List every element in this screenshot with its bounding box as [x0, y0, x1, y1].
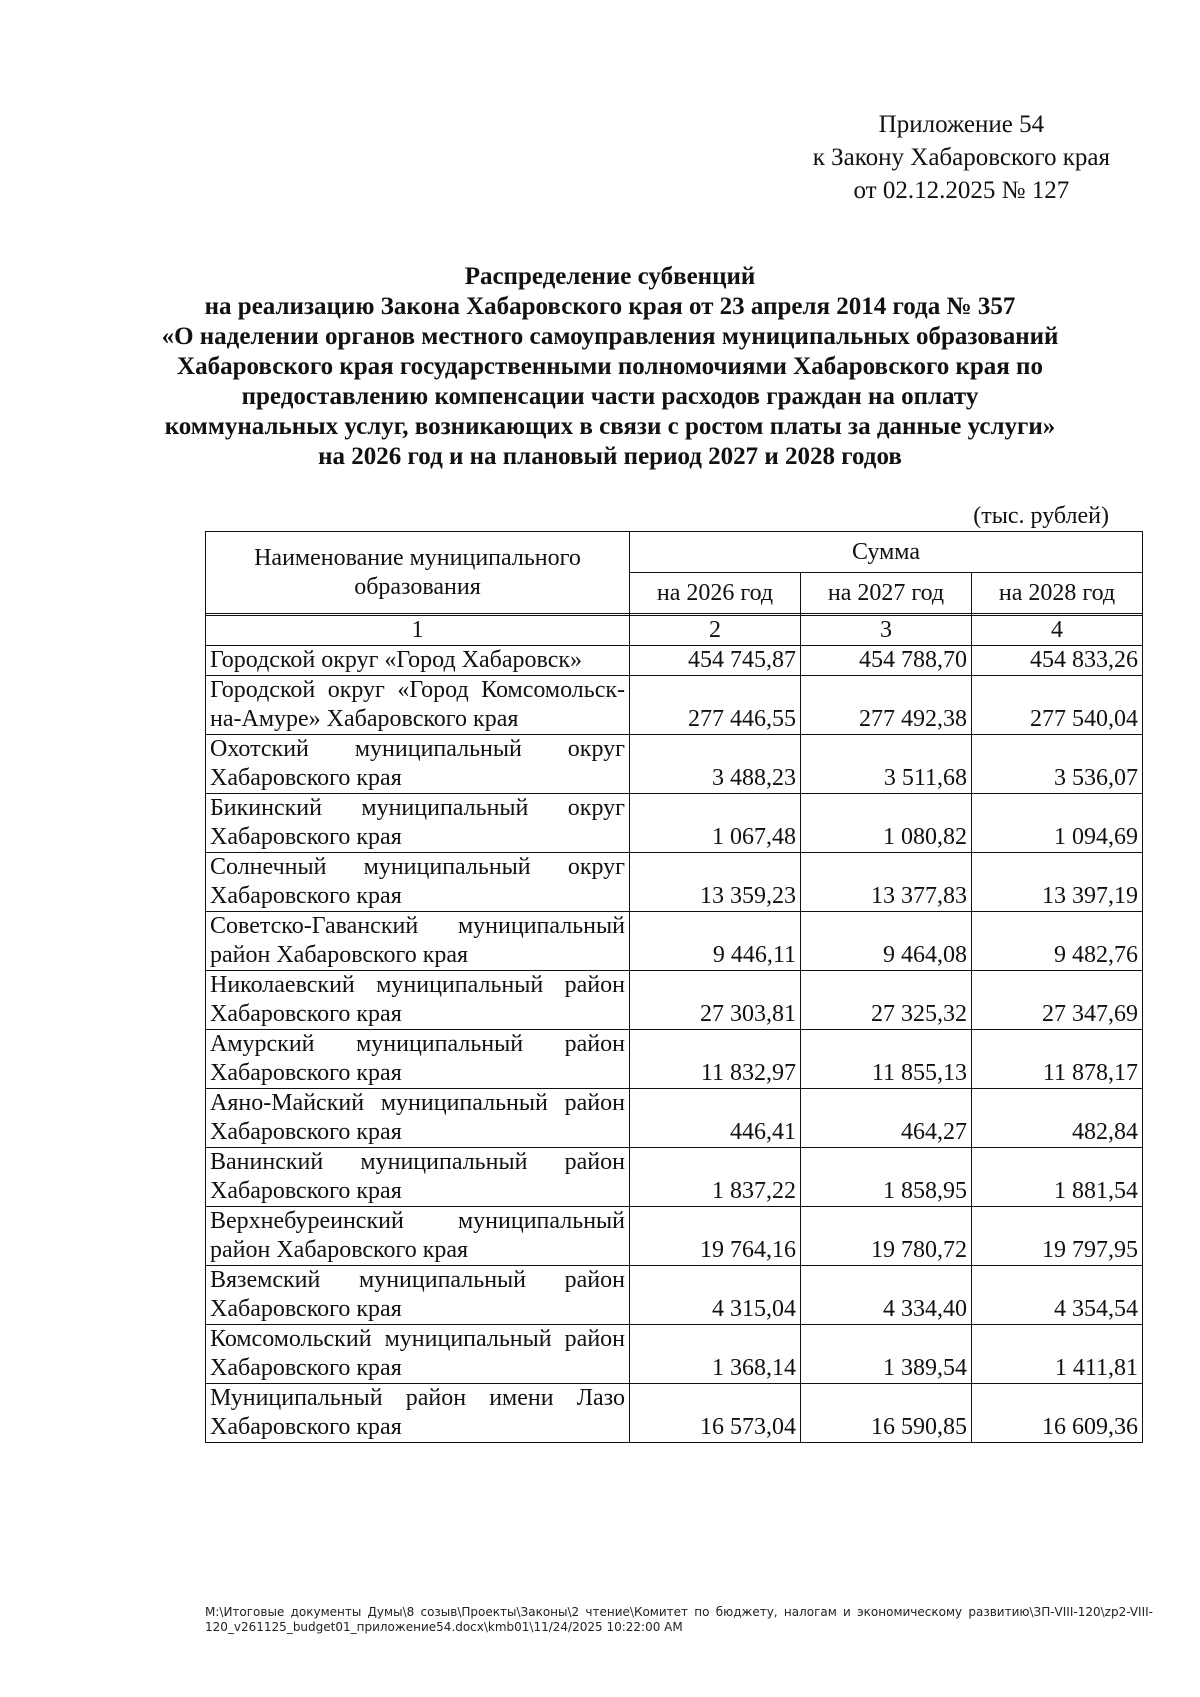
municipality-name: Вяземский муниципальный район Хабаровского края: [206, 1266, 630, 1325]
table-row: [206, 646, 1143, 676]
header-sum: Сумма: [630, 532, 1143, 573]
amount-2026: 4 315,04: [630, 1266, 801, 1325]
amount-2026: 13 359,23: [630, 853, 801, 912]
amount-2028: 16 609,36: [972, 1384, 1143, 1443]
amount-2027: 464,27: [801, 1089, 972, 1148]
municipality-name: Солнечный муниципальный округ Хабаровского края: [206, 853, 630, 912]
amount-2026: 27 303,81: [630, 971, 801, 1030]
table-row: [206, 1089, 1143, 1148]
title-line-7: на 2026 год и на плановый период 2027 и 2028 годов: [318, 443, 902, 470]
column-number: 1: [206, 616, 630, 646]
amount-2028: 19 797,95: [972, 1207, 1143, 1266]
amount-2026: 277 446,55: [630, 676, 801, 735]
municipality-name: Верхнебуреинский муниципальный район Хабаровского края: [206, 1207, 630, 1266]
subvention-table: [205, 531, 1143, 1443]
column-number-row: [206, 616, 1143, 646]
appendix-number: Приложение 54: [878, 111, 1045, 138]
municipality-name: Советско-Гаванский муниципальный район Хабаровского края: [206, 912, 630, 971]
municipality-name: Комсомольский муниципальный район Хабаровского края: [206, 1325, 630, 1384]
amount-2028: 13 397,19: [972, 853, 1143, 912]
table-row: [206, 1384, 1143, 1443]
header-year-2026: на 2026 год: [630, 573, 801, 614]
municipality-name: Городской округ «Город Комсомольск-на-Амуре» Хабаровского края: [206, 676, 630, 735]
amount-2028: 1 881,54: [972, 1148, 1143, 1207]
table-body: [206, 646, 1143, 1443]
table-row: [206, 971, 1143, 1030]
header-year-2027: на 2027 год: [801, 573, 972, 614]
municipality-name: Николаевский муниципальный район Хабаровского края: [206, 971, 630, 1030]
amount-2028: 9 482,76: [972, 912, 1143, 971]
table-row: [206, 1148, 1143, 1207]
title-line-5: предоставлению компенсации части расходов граждан на оплату: [241, 383, 979, 410]
amount-2027: 4 334,40: [801, 1266, 972, 1325]
table-row: [206, 735, 1143, 794]
title-line-2: на реализацию Закона Хабаровского края от 23 апреля 2014 года № 357: [204, 293, 1016, 320]
amount-2026: 454 745,87: [630, 646, 801, 676]
amount-2026: 11 832,97: [630, 1030, 801, 1089]
amount-2027: 1 858,95: [801, 1148, 972, 1207]
amount-2028: 454 833,26: [972, 646, 1143, 676]
municipality-name: Аяно-Майский муниципальный район Хабаровского края: [206, 1089, 630, 1148]
amount-2027: 19 780,72: [801, 1207, 972, 1266]
document-title: [160, 262, 1060, 472]
column-number: 3: [801, 616, 972, 646]
appendix-date: от 02.12.2025 № 127: [853, 177, 1070, 204]
title-line-4: Хабаровского края государственными полномочиями Хабаровского края по: [177, 353, 1043, 380]
appendix-law: к Закону Хабаровского края: [812, 144, 1110, 171]
amount-2027: 3 511,68: [801, 735, 972, 794]
amount-2026: 9 446,11: [630, 912, 801, 971]
amount-2028: 4 354,54: [972, 1266, 1143, 1325]
amount-2028: 11 878,17: [972, 1030, 1143, 1089]
amount-2028: 482,84: [972, 1089, 1143, 1148]
table-row: [206, 1207, 1143, 1266]
amount-2026: 16 573,04: [630, 1384, 801, 1443]
header-year-2028: на 2028 год: [972, 573, 1143, 614]
amount-2028: 1 094,69: [972, 794, 1143, 853]
amount-2026: 446,41: [630, 1089, 801, 1148]
table-row: [206, 676, 1143, 735]
amount-2027: 1 389,54: [801, 1325, 972, 1384]
amount-2027: 9 464,08: [801, 912, 972, 971]
amount-2028: 27 347,69: [972, 971, 1143, 1030]
municipality-name: Ванинский муниципальный район Хабаровского края: [206, 1148, 630, 1207]
municipality-name: Охотский муниципальный округ Хабаровского края: [206, 735, 630, 794]
table-row: [206, 912, 1143, 971]
file-path-footer: M:\Итоговые документы Думы\8 созыв\Проекты\Законы\2 чтение\Комитет по бюджету, налогам и экономическому развитию\ЗП-VIII-120\zp2-VIII-120_v261125_budget01_приложение54.docx\kmb01\11/24/2025 10:22:00 AM: [205, 1605, 1153, 1634]
municipality-name: Муниципальный район имени Лазо Хабаровского края: [206, 1384, 630, 1443]
municipality-name: Городской округ «Город Хабаровск»: [206, 646, 630, 676]
amount-2027: 1 080,82: [801, 794, 972, 853]
table-row: [206, 853, 1143, 912]
amount-2027: 11 855,13: [801, 1030, 972, 1089]
header-municipality: Наименование муниципального образования: [206, 532, 630, 614]
amount-2027: 16 590,85: [801, 1384, 972, 1443]
amount-2028: 1 411,81: [972, 1325, 1143, 1384]
table-row: [206, 794, 1143, 853]
amount-2026: 1 837,22: [630, 1148, 801, 1207]
amount-2028: 277 540,04: [972, 676, 1143, 735]
municipality-name: Амурский муниципальный район Хабаровского края: [206, 1030, 630, 1089]
column-number: 4: [972, 616, 1143, 646]
municipality-name: Бикинский муниципальный округ Хабаровского края: [206, 794, 630, 853]
amount-2027: 27 325,32: [801, 971, 972, 1030]
table-row: [206, 1325, 1143, 1384]
table-row: [206, 1030, 1143, 1089]
amount-2026: 1 067,48: [630, 794, 801, 853]
title-line-6: коммунальных услуг, возникающих в связи с ростом платы за данные услуги»: [164, 413, 1056, 440]
amount-2026: 1 368,14: [630, 1325, 801, 1384]
table-row: [206, 1266, 1143, 1325]
amount-2027: 277 492,38: [801, 676, 972, 735]
amount-2027: 454 788,70: [801, 646, 972, 676]
title-line-1: Распределение субвенций: [464, 263, 756, 290]
units-label: (тыс. рублей): [973, 503, 1109, 529]
appendix-reference: [813, 108, 1110, 207]
title-line-3: «О наделении органов местного самоуправления муниципальных образований: [161, 323, 1059, 350]
amount-2026: 3 488,23: [630, 735, 801, 794]
amount-2026: 19 764,16: [630, 1207, 801, 1266]
amount-2027: 13 377,83: [801, 853, 972, 912]
column-number: 2: [630, 616, 801, 646]
amount-2028: 3 536,07: [972, 735, 1143, 794]
